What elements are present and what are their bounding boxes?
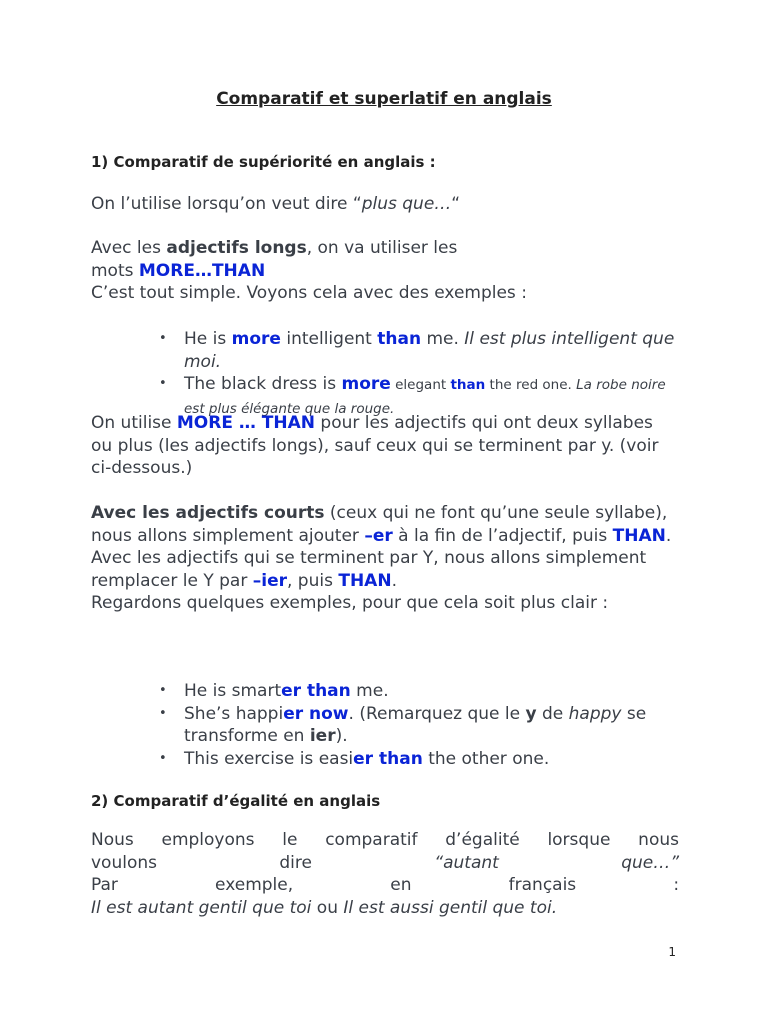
long-adjectives-paragraph: Avec les adjectifs longs, on va utiliser les mots MORE…THAN C’est tout simple. Voyons cela avec des exemples : <box>91 238 527 303</box>
examples-intro: Regardons quelques exemples, pour que cela soit plus clair : <box>91 593 609 613</box>
list-item: • He is more intelligent than me. Il est plus intelligent que moi. <box>159 328 679 373</box>
list-item: • This exercise is easier than the other one. <box>159 748 679 771</box>
equality-paragraph: Nous employons le comparatif d’égalité lorsque nous voulons dire “autant que…” Par exemple, en français : Il est autant gentil que toi ou Il est aussi gentil que toi. <box>91 830 680 918</box>
short-adjectives-paragraph: Avec les adjectifs courts (ceux qui ne font qu’une seule syllabe), nous allons simplement ajouter –er à la fin de l’adjectif, puis THAN. Avec les adjectifs qui se terminent par Y, nous allons simplement remplacer le Y par –ier, puis THAN. Regardons quelques exemples, pour que cela soit plus clair : <box>91 502 679 615</box>
page-number: 1 <box>668 945 676 959</box>
long-adjectives-examples <box>159 328 679 420</box>
section-1-heading: 1) Comparatif de supériorité en anglais : <box>91 153 436 171</box>
list-item: • He is smarter than me. <box>159 680 679 703</box>
list-item: • She’s happier now. (Remarquez que le y de happy se transforme en ier). <box>159 703 679 748</box>
short-adjectives-examples <box>159 680 679 770</box>
document-title: Comparatif et superlatif en anglais <box>216 89 552 109</box>
list-item: • The black dress is more elegant than the red one. La robe noire est plus élégante que la rouge. <box>159 373 679 420</box>
more-than-rule-paragraph: On utilise MORE … THAN pour les adjectifs qui ont deux syllabes ou plus (les adjectifs longs), sauf ceux qui se terminent par y. (voir ci-dessous.) <box>91 413 659 478</box>
section-2-heading: 2) Comparatif d’égalité en anglais <box>91 792 381 810</box>
section-1-intro: On l’utilise lorsqu’on veut dire “plus que…“ <box>91 194 461 214</box>
